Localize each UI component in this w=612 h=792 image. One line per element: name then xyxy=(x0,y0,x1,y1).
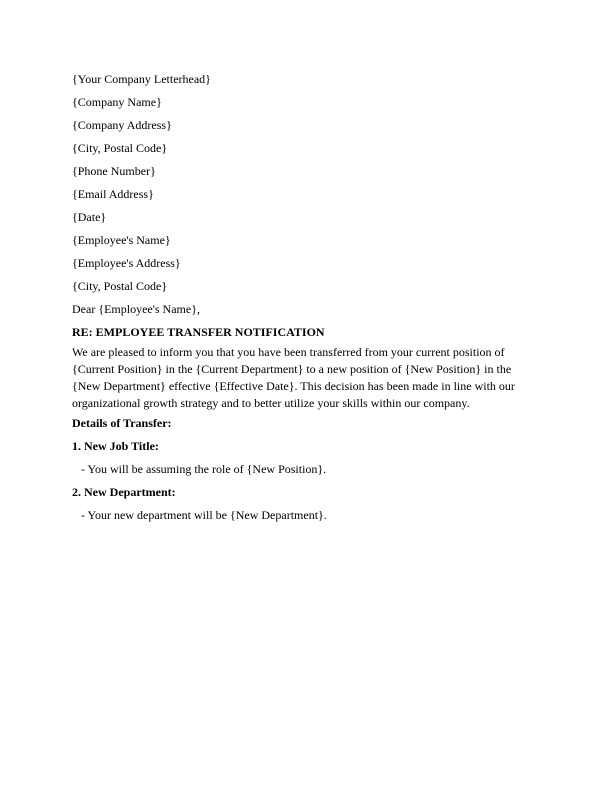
letterhead-line: {Your Company Letterhead} xyxy=(72,72,211,86)
detail-2-text: - Your new department will be {New Department}. xyxy=(81,508,327,522)
detail-2-heading: 2. New Department: xyxy=(72,485,176,499)
detail-1-heading: 1. New Job Title: xyxy=(72,439,159,453)
detail-1-text: - You will be assuming the role of {New Position}. xyxy=(81,462,327,476)
letterhead-line: {Date} xyxy=(72,210,107,224)
recipient-line: {City, Postal Code} xyxy=(72,279,168,293)
details-heading: Details of Transfer: xyxy=(72,416,172,430)
letterhead-line: {Phone Number} xyxy=(72,164,156,178)
subject-line: RE: EMPLOYEE TRANSFER NOTIFICATION xyxy=(72,325,325,339)
letterhead-line: {Company Address} xyxy=(72,118,172,132)
recipient-line: {Employee's Name} xyxy=(72,233,171,247)
recipient-line: {Employee's Address} xyxy=(72,256,181,270)
body-paragraph: We are pleased to inform you that you have been transferred from your current position of {Current Position} in the {Current Department} to a new position of {New Position} in the {New Department} effective {Effective Date}. This decision has been made in line with our organizational growth strategy and to better utilize your skills within our company. xyxy=(72,345,518,410)
letterhead-line: {Email Address} xyxy=(72,187,154,201)
salutation: Dear {Employee's Name}, xyxy=(72,302,200,316)
letterhead-line: {City, Postal Code} xyxy=(72,141,168,155)
letterhead-line: {Company Name} xyxy=(72,95,162,109)
